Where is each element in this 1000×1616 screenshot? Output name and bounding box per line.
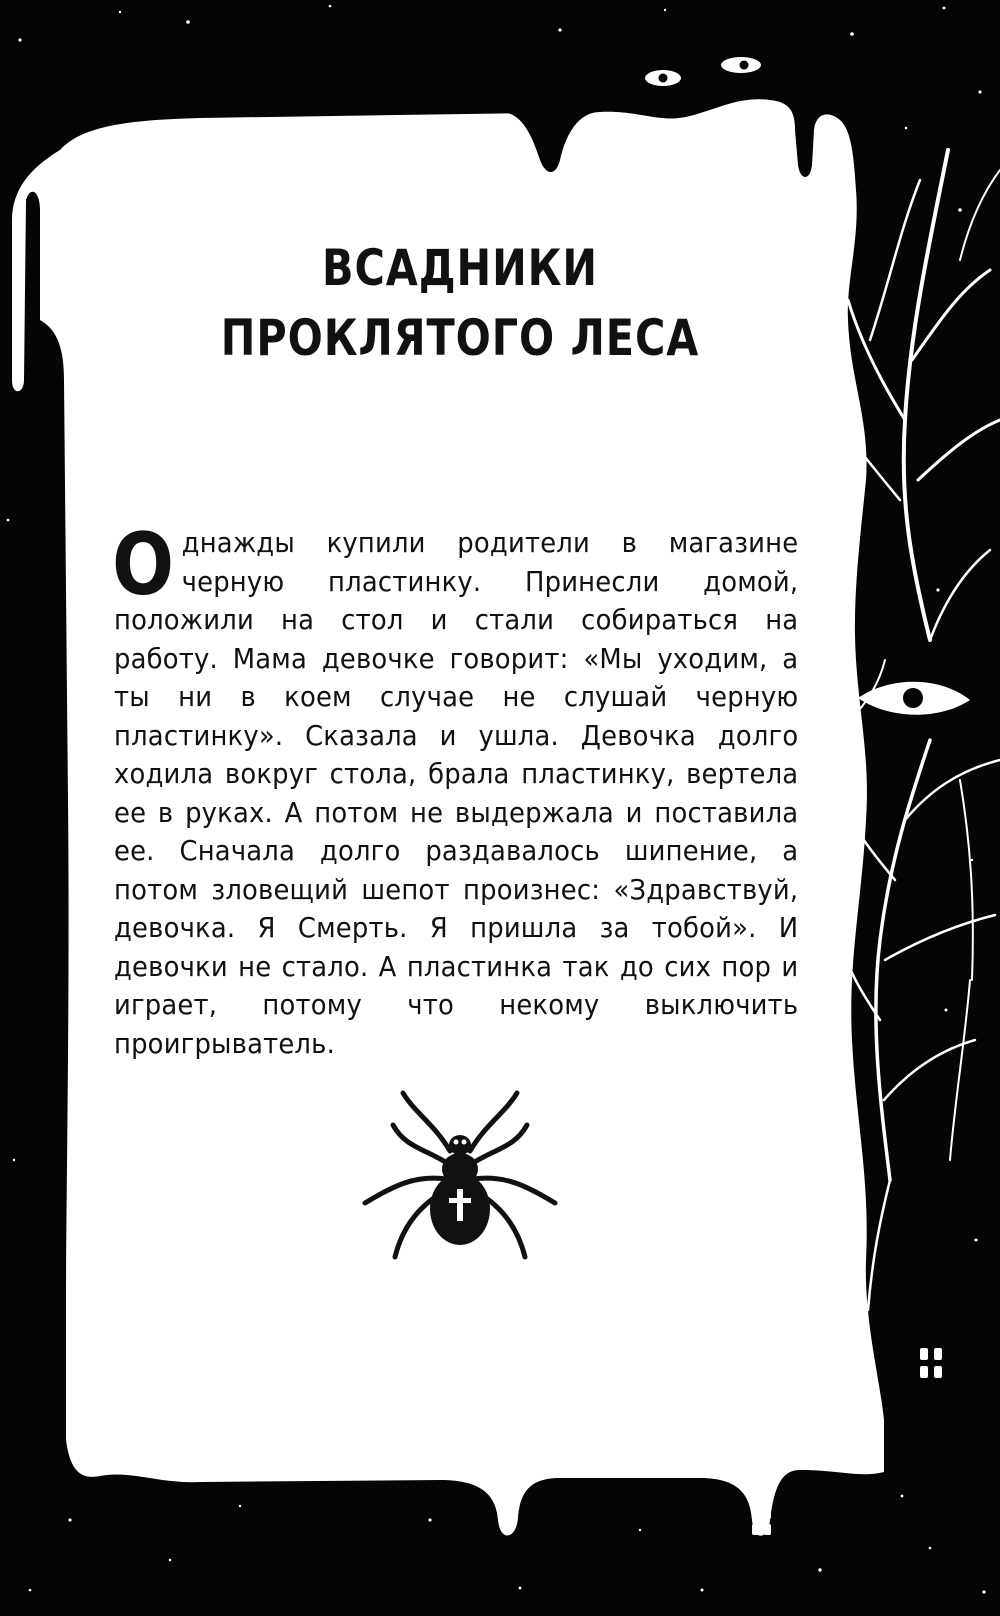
drop-cap: О: [112, 515, 175, 615]
page-title-line-2: ПРОКЛЯТОГО ЛЕСА: [220, 309, 700, 367]
spider-icon: [355, 1085, 565, 1295]
story-body: днажды купили родители в магазине черную пластинку. Принесли домой, положили на стол и стали собираться на работу. Мама девочке говорит: «Мы уходим, а ты ни в коем случае не слушай черную пластинку». Сказала и ушла. Девочка долго ходила вокруг стола, брала пластинку, вертела ее в руках. А потом не выдержала и поставила ее. Сначала долго раздавалось шипение, а потом зловещий шепот произнес: «Здравствуй, девочка. Я Смерть. Я пришла за тобой». И девочки не стало. А пластинка так до сих пор и играет, потому что некому выключить проигрыватель.: [114, 527, 799, 1060]
page-title-line-1: ВСАДНИКИ: [322, 239, 598, 297]
story-text: [112, 515, 799, 1063]
